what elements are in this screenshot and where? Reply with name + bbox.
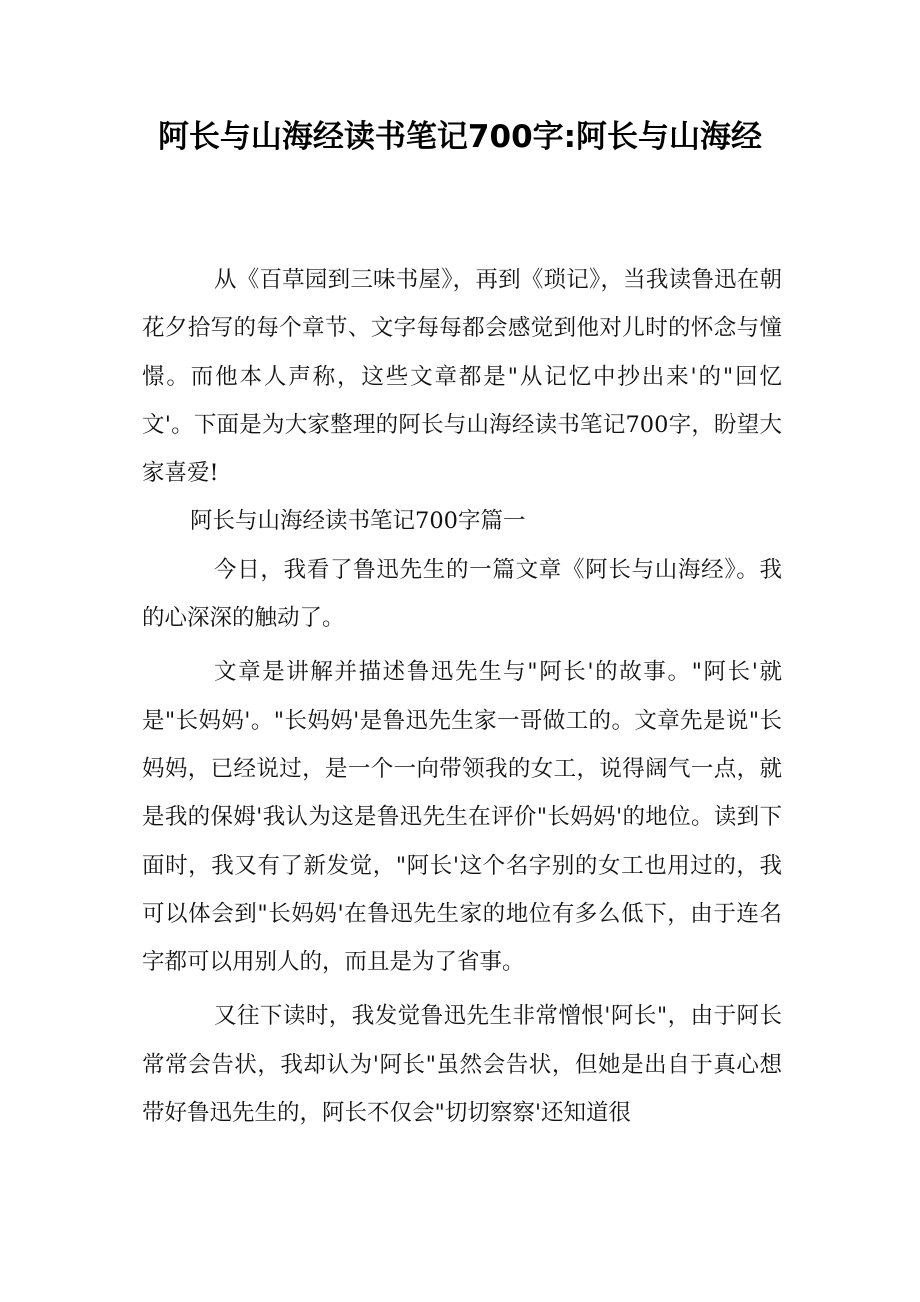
body-paragraph: 文章是讲解并描述鲁迅先生与"阿长'的故事。"阿长'就是"长妈妈'。"长妈妈'是鲁迅先生家一哥做工的。文章先是说"长妈妈，已经说过，是一个一向带领我的女工，说得阔气一点，就是我的保姆'我认为这是鲁迅先生在评价"长妈妈'的地位。读到下面时，我又有了新发觉，"阿长'这个名字别的女工也用过的，我可以体会到"长妈妈'在鲁迅先生家的地位有多么低下，由于连名字都可以用别人的，而且是为了省事。 <box>142 659 782 976</box>
document-body <box>142 256 782 1137</box>
body-paragraph: 又往下读时，我发觉鲁迅先生非常憎恨'阿长"，由于阿长常常会告状，我却认为'阿长"虽然会告状，但她是出自于真心想带好鲁迅先生的，阿长不仅会"切切察察'还知道很 <box>142 1003 782 1127</box>
section-heading: 阿长与山海经读书笔记700字篇一 <box>190 508 526 535</box>
intro-paragraph: 从《百草园到三味书屋》，再到《琐记》，当我读鲁迅在朝花夕拾写的每个章节、文字每每都会感觉到他对儿时的怀念与憧憬。而他本人声称，这些文章都是"从记忆中抄出来'的"回忆文'。下面是为大家整理的阿长与山海经读书笔记700字，盼望大家喜爱! <box>142 267 782 487</box>
body-paragraph: 今日，我看了鲁迅先生的一篇文章《阿长与山海经》。我的心深深的触动了。 <box>142 556 782 632</box>
document-title: 阿长与山海经读书笔记700字:阿长与山海经 <box>157 119 763 155</box>
